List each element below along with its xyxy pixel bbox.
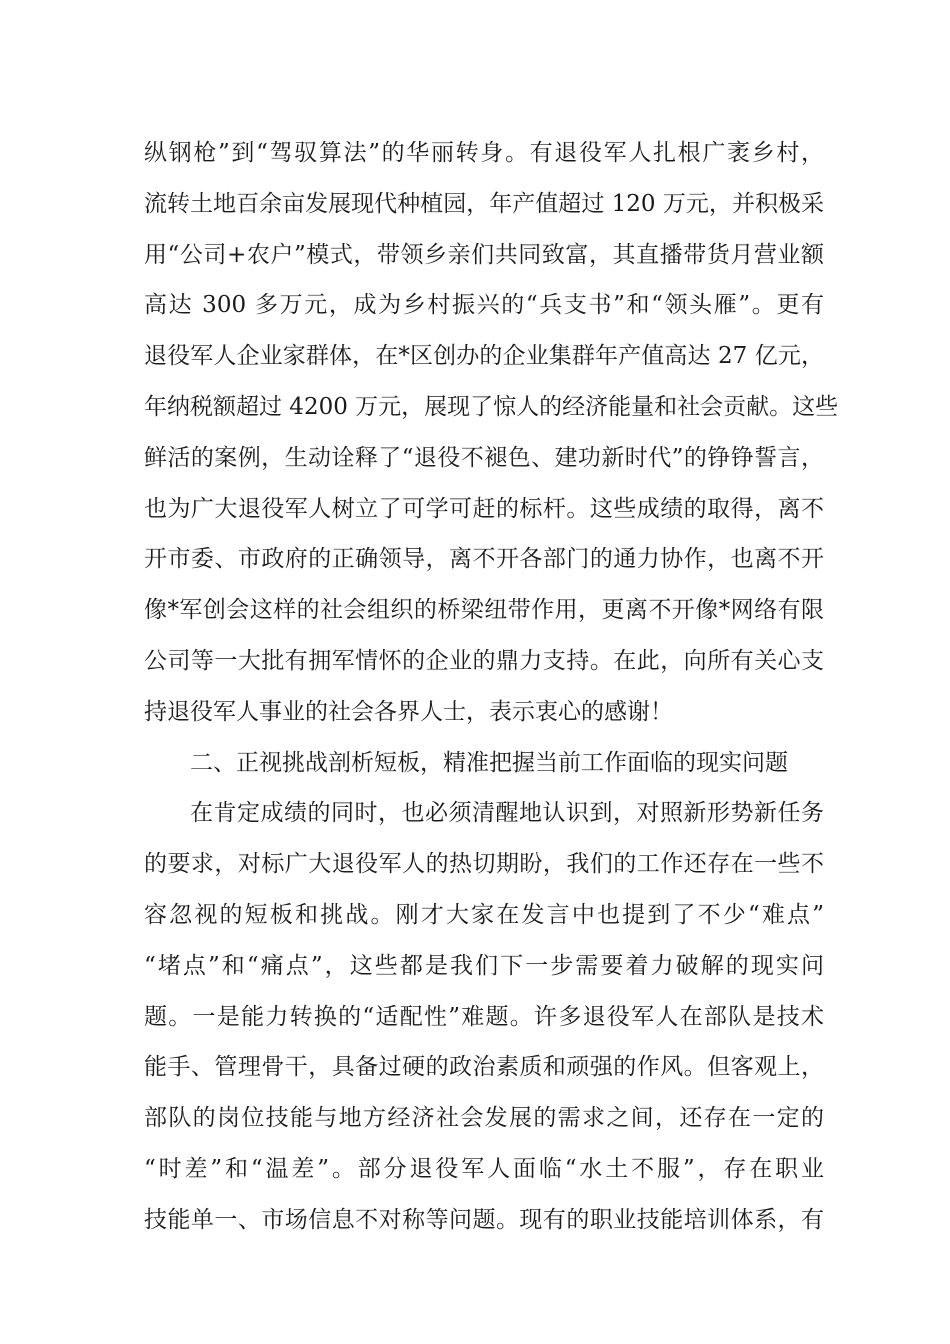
- text-line: 年纳税额超过 4200 万元，展现了惊人的经济能量和社会贡献。这些: [144, 393, 839, 420]
- text-line: 也为广大退役军人树立了可学可赶的标杆。这些成绩的取得，离不: [144, 495, 824, 522]
- text-line: 部队的岗位技能与地方经济社会发展的需求之间，还存在一定的: [144, 1105, 824, 1132]
- text-line: “时差”和“温差”。部分退役军人面临“水土不服”，存在职业: [144, 1155, 824, 1182]
- text-line: 在肯定成绩的同时，也必须清醒地认识到，对照新形势新任务: [190, 800, 824, 827]
- text-line: 的要求，对标广大退役军人的热切期盼，我们的工作还存在一些不: [144, 851, 824, 878]
- text-line: 流转土地百余亩发展现代种植园，年产值超过 120 万元，并积极采: [144, 190, 824, 217]
- text-line: 纵钢枪”到“驾驭算法”的华丽转身。有退役军人扎根广袤乡村，: [144, 140, 824, 166]
- body-text: [144, 128, 839, 1246]
- text-line: 高达 300 多万元，成为乡村振兴的“兵支书”和“领头雁”。更有: [144, 292, 824, 319]
- text-line: 能手、管理骨干，具备过硬的政治素质和顽强的作风。但客观上，: [144, 1054, 824, 1081]
- text-line: 容忽视的短板和挑战。刚才大家在发言中也提到了不少“难点”: [144, 901, 824, 928]
- text-line: 题。一是能力转换的“适配性”难题。许多退役军人在部队是技术: [144, 1003, 824, 1030]
- text-line: 像*军创会这样的社会组织的桥梁纽带作用，更离不开像*网络有限: [144, 597, 824, 624]
- text-line: 退役军人企业家群体，在*区创办的企业集群年产值高达 27 亿元，: [144, 343, 824, 370]
- text-line: 技能单一、市场信息不对称等问题。现有的职业技能培训体系，有: [144, 1206, 824, 1233]
- text-line: “堵点”和“痛点”，这些都是我们下一步需要着力破解的现实问: [144, 952, 824, 979]
- text-line: 用“公司+农户”模式，带领乡亲们共同致富，其直播带货月营业额: [144, 241, 824, 268]
- text-line: 持退役军人事业的社会各界人士，表示衷心的感谢！: [144, 698, 673, 725]
- section-heading: 二、正视挑战剖析短板，精准把握当前工作面临的现实问题: [190, 749, 788, 776]
- text-line: 公司等一大批有拥军情怀的企业的鼎力支持。在此，向所有关心支: [144, 647, 824, 674]
- text-line: 鲜活的案例，生动诠释了“退役不褪色、建功新时代”的铮铮誓言，: [144, 444, 824, 471]
- text-line: 开市委、市政府的正确领导，离不开各部门的通力协作，也离不开: [144, 546, 824, 573]
